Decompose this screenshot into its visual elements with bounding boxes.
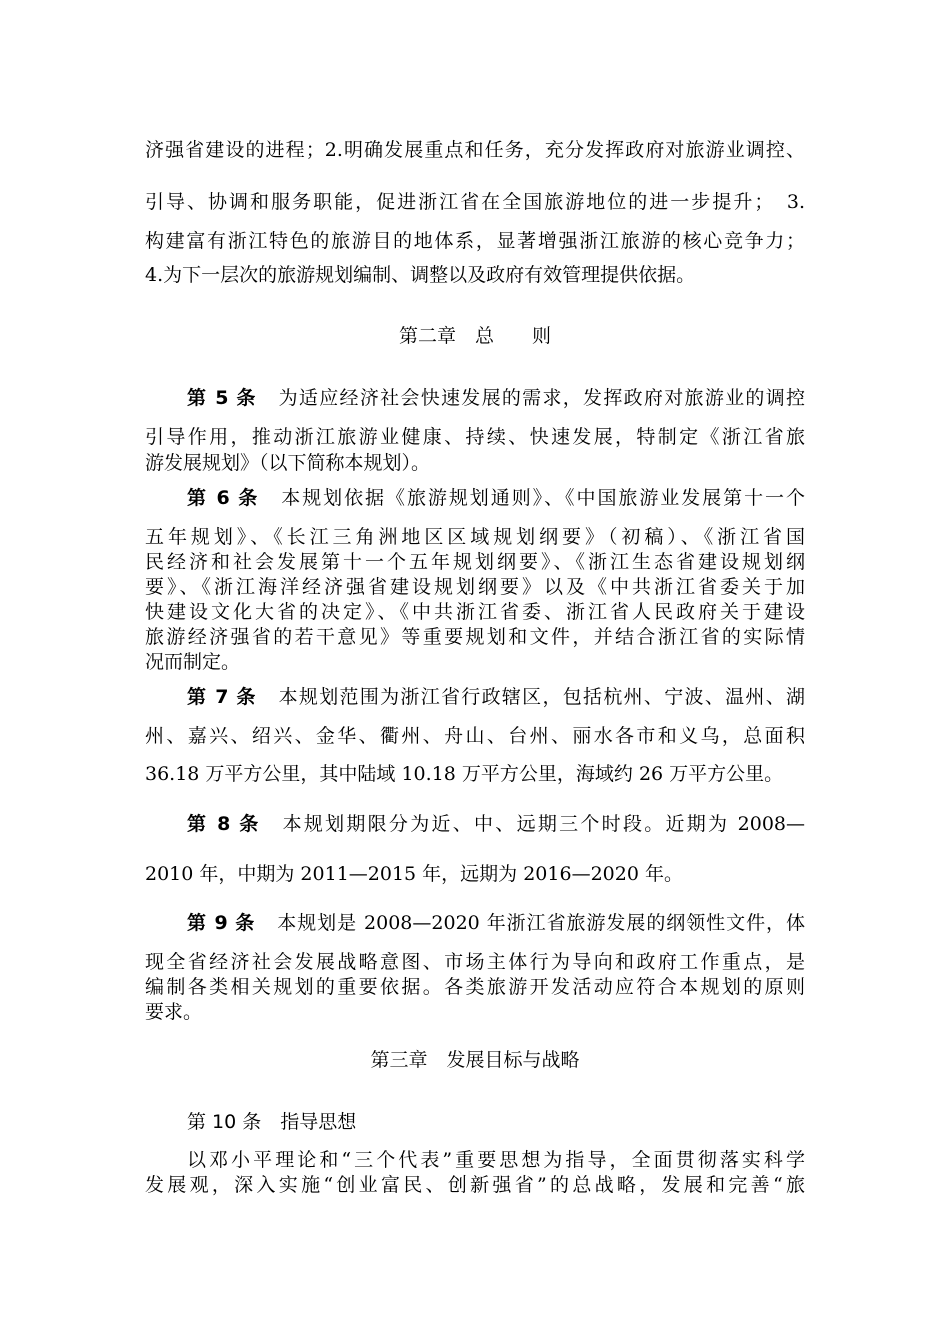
article-6-label: 第 6 条 — [187, 487, 260, 509]
intro-line-4: 4.为下一层次的旅游规划编制、调整以及政府有效管理提供依据。 — [145, 264, 696, 286]
article-9-line-2: 现全省经济社会发展战略意图、市场主体行为导向和政府工作重点，是 — [145, 951, 805, 973]
article-6-line-5: 快建设文化大省的决定》、《中共浙江省委、浙江省人民政府关于建设 — [145, 601, 805, 623]
article-6-line-3: 民经济和社会发展第十一个五年规划纲要》、《浙江生态省建设规划纲 — [145, 551, 805, 573]
article-9-line-4: 要求。 — [145, 1001, 203, 1023]
article-5-line-3: 游发展规划》（以下简称本规划）。 — [145, 452, 431, 474]
article-5-first-line — [187, 386, 805, 410]
article-6-line-6: 旅游经济强省的若干意见》等重要规划和文件，并结合浙江省的实际情 — [145, 626, 805, 648]
article-6-line-2: 五年规划》、《长江三角洲地区区域规划纲要》（初稿）、《浙江省国 — [145, 526, 805, 548]
article-6-first-line — [187, 486, 805, 510]
intro-line-3: 构建富有浙江特色的旅游目的地体系，显著增强浙江旅游的核心竞争力； — [145, 230, 805, 252]
article-10-heading: 第 10 条 指导思想 — [187, 1111, 357, 1133]
article-6-line-1: 本规划依据《旅游规划通则》、《中国旅游业发展第十一个 — [281, 487, 805, 509]
article-7-line-2: 州、嘉兴、绍兴、金华、衢州、舟山、台州、丽水各市和义乌，总面积 — [145, 725, 805, 747]
article-7-line-1: 本规划范围为浙江省行政辖区，包括杭州、宁波、温州、湖 — [278, 686, 805, 708]
article-8-line-1: 本规划期限分为近、中、远期三个时段。近期为 2008— — [282, 813, 805, 835]
article-7-label: 第 7 条 — [187, 686, 257, 708]
article-8-line-2: 2010 年，中期为 2011—2015 年，远期为 2016—2020 年。 — [145, 863, 683, 885]
article-10-line-1: 以邓小平理论和“三个代表”重要思想为指导，全面贯彻落实科学 — [187, 1149, 805, 1171]
chapter-3-heading: 第三章 发展目标与战略 — [370, 1049, 580, 1071]
article-5-label: 第 5 条 — [187, 387, 257, 409]
article-6-line-4: 要》、《浙江海洋经济强省建设规划纲要》以及《中共浙江省委关于加 — [145, 576, 805, 598]
article-9-line-1: 本规划是 2008—2020 年浙江省旅游发展的纲领性文件，体 — [277, 912, 805, 934]
article-8-first-line — [187, 812, 805, 836]
article-10-line-2: 发展观，深入实施“创业富民、创新强省”的总战略，发展和完善“旅 — [145, 1174, 805, 1196]
intro-line-2: 引导、协调和服务职能，促进浙江省在全国旅游地位的进一步提升； 3. — [145, 191, 805, 213]
article-5-line-2: 引导作用，推动浙江旅游业健康、持续、快速发展，特制定《浙江省旅 — [145, 426, 805, 448]
article-8-label: 第 8 条 — [187, 813, 261, 835]
article-9-label: 第 9 条 — [187, 912, 256, 934]
article-6-line-7: 况而制定。 — [145, 651, 241, 673]
article-7-first-line — [187, 685, 805, 709]
article-9-first-line — [187, 911, 805, 935]
article-9-line-3: 编制各类相关规划的重要依据。各类旅游开发活动应符合本规划的原则 — [145, 976, 805, 998]
article-5-line-1: 为适应经济社会快速发展的需求，发挥政府对旅游业的调控 — [278, 387, 805, 409]
article-7-line-3: 36.18 万平方公里，其中陆域 10.18 万平方公里，海域约 26 万平方公里。 — [145, 763, 784, 785]
intro-line-1: 济强省建设的进程；2.明确发展重点和任务，充分发挥政府对旅游业调控、 — [145, 139, 805, 161]
chapter-2-heading: 第二章 总 则 — [398, 325, 551, 347]
